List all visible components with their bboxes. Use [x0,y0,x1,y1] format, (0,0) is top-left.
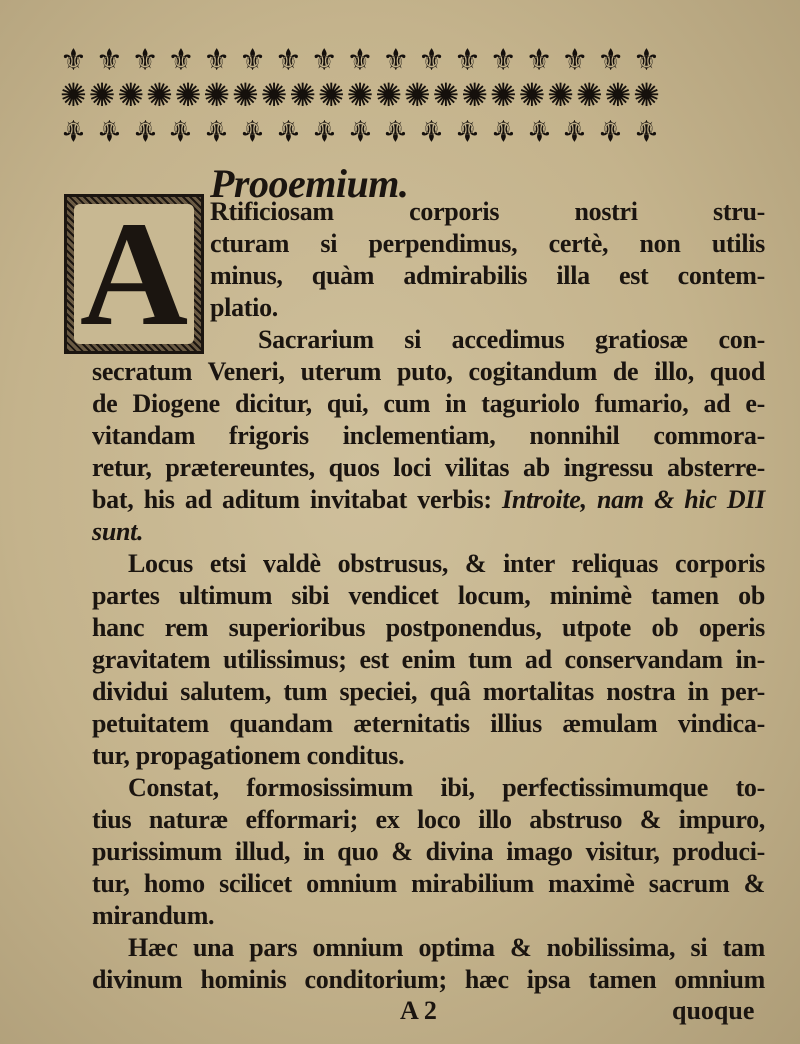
rosette-icon: ✺ [375,77,403,113]
text-line [92,900,765,932]
fleuron-icon: ⚜ [418,44,446,77]
rosette-icon: ✺ [432,77,460,113]
fleuron-icon: ⚜ [131,113,159,146]
text-line [128,772,765,804]
text-line [92,612,765,644]
fleuron-icon: ⚜ [239,44,266,77]
ornament-row-inverted-fleurons [60,112,660,146]
text-line [210,228,765,260]
drop-cap-letter: A [74,204,194,344]
rosette-icon: ✺ [260,77,288,113]
rosette-icon: ✺ [575,77,603,113]
line-text: platio. [210,293,278,322]
text-line [92,420,765,452]
catchword: quoque [672,996,755,1025]
text-line [92,676,765,708]
line-text: Constat, formosissimum ibi, perfectissimumque to- [128,773,765,802]
fleuron-icon: ⚜ [131,44,159,77]
line-text: tur, propagationem conditus. [92,741,405,770]
text-line [128,548,765,580]
line-text: secratum Veneri, uterum puto, cogitandum de illo, quod [92,357,765,386]
text-line [92,740,765,772]
fleuron-icon: ⚜ [346,44,374,77]
text-line [92,452,765,484]
line-text: tur, homo scilicet omnium mirabilium maximè sacrum & [92,869,765,898]
fleuron-icon: ⚜ [60,113,87,146]
line-text: Rtificiosam corporis nostri stru- [210,197,765,226]
rosette-icon: ✺ [489,77,517,113]
text-line [92,580,765,612]
text-line [210,292,765,324]
rosette-icon: ✺ [231,77,259,113]
line-text: purissimum illud, in quo & divina imago visitur, produci- [92,837,765,866]
fleuron-icon: ⚜ [60,44,87,77]
line-text: mirandum. [92,901,215,930]
fleuron-icon: ⚜ [239,113,266,146]
line-text: dividui salutem, tum speciei, quâ mortalitas nostra in per- [92,677,765,706]
text-line [92,868,765,900]
page-title: Prooemium. [210,161,409,206]
fleuron-icon: ⚜ [382,113,410,146]
fleuron-icon: ⚜ [633,44,660,77]
fleuron-icon: ⚜ [274,44,302,77]
fleuron-icon: ⚜ [561,44,589,77]
line-text: Locus etsi valdè obstrusus, & inter reliquas corporis [128,549,765,578]
rosette-icon: ✺ [60,77,87,113]
italic-quote: Introite, nam & hic DII [502,485,766,514]
text-line [92,644,765,676]
line-text: retur, prætereuntes, quos loci vilitas ab ingressu absterre- [92,453,765,482]
rosette-icon: ✺ [633,77,660,113]
fleuron-icon: ⚜ [167,44,195,77]
text-line [92,708,765,740]
fleuron-icon: ⚜ [525,113,553,146]
line-text: cturam si perpendimus, certè, non utilis [210,229,765,258]
line-text: tius naturæ efformari; ex loco illo abstruso & impuro, [92,805,765,834]
fleuron-icon: ⚜ [346,113,374,146]
rosette-icon: ✺ [461,77,488,113]
text-line [92,388,765,420]
fleuron-icon: ⚜ [597,44,625,77]
fleuron-icon: ⚜ [561,113,589,146]
fleuron-icon: ⚜ [489,44,517,77]
rosette-icon: ✺ [88,77,116,113]
fleuron-icon: ⚜ [453,44,481,77]
text-line [92,804,765,836]
line-text: vitandam frigoris inclementiam, nonnihil commora- [92,421,765,450]
text-line [92,964,765,996]
fleuron-icon: ⚜ [597,113,625,146]
line-text: partes ultimum sibi vendicet locum, minimè tamen ob [92,581,765,610]
fleuron-icon: ⚜ [274,113,302,146]
fleuron-icon: ⚜ [633,113,660,146]
fleuron-icon: ⚜ [95,113,123,146]
rosette-icon: ✺ [403,77,431,113]
headpiece-ornament [60,44,660,146]
text-line [92,484,765,516]
fleuron-icon: ⚜ [310,44,338,77]
rosette-icon: ✺ [203,77,231,113]
text-line [128,932,765,964]
text-line [92,836,765,868]
text-line [258,324,765,356]
rosette-icon: ✺ [346,77,374,113]
rosette-icon: ✺ [547,77,574,113]
rosette-icon: ✺ [289,77,317,113]
fleuron-icon: ⚜ [310,113,338,146]
fleuron-icon: ⚜ [525,44,553,77]
rosette-icon: ✺ [145,77,173,113]
text-line [210,196,765,228]
fleuron-icon: ⚜ [418,113,446,146]
decorated-initial [64,191,204,357]
line-text: gravitatem utilissimus; est enim tum ad conservandam in- [92,645,765,674]
text-line [92,516,765,548]
ornament-row-fleurons [60,44,660,78]
fleuron-icon: ⚜ [489,113,517,146]
rosette-icon: ✺ [317,77,345,113]
italic-quote: sunt. [92,517,144,546]
ornament-row-rosettes [60,78,660,112]
rosette-icon: ✺ [174,77,202,113]
line-text: Sacrarium si accedimus gratiosæ con- [258,325,765,354]
text-line [210,260,765,292]
rosette-icon: ✺ [518,77,546,113]
fleuron-icon: ⚜ [382,44,410,77]
fleuron-icon: ⚜ [95,44,123,77]
line-text: Hæc una pars omnium optima & nobilissima, si tam [128,933,765,962]
line-text: divinum hominis conditorium; hæc ipsa tamen omnium [92,965,765,994]
line-text: minus, quàm admirabilis illa est contem- [210,261,765,290]
fleuron-icon: ⚜ [167,113,195,146]
signature-mark: A 2 [400,996,437,1025]
rosette-icon: ✺ [604,77,632,113]
fleuron-icon: ⚜ [203,44,231,77]
rosette-icon: ✺ [117,77,145,113]
line-text: de Diogene dicitur, qui, cum in taguriolo fumario, ad e- [92,389,765,418]
line-text: petuitatem quandam æternitatis illius æmulam vindica- [92,709,765,738]
fleuron-icon: ⚜ [453,113,481,146]
fleuron-icon: ⚜ [203,113,231,146]
line-text: bat, his ad aditum invitabat verbis: [92,485,492,514]
line-text: hanc rem superioribus postponendus, utpote ob operis [92,613,765,642]
text-line [92,356,765,388]
